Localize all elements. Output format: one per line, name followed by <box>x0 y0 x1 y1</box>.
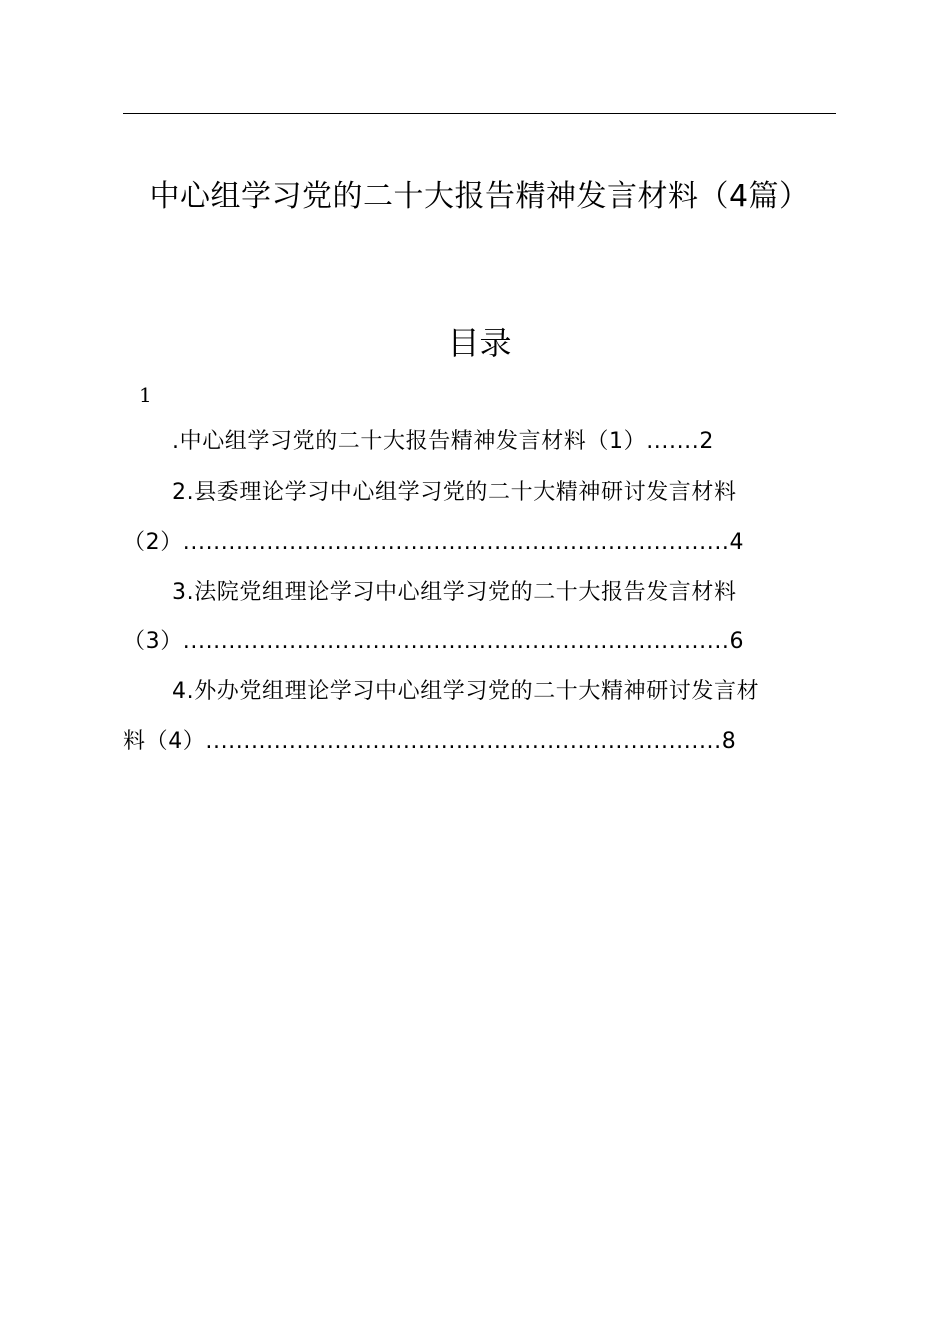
toc-entry-3-line-1[interactable]: 3.法院党组理论学习中心组学习党的二十大报告发言材料 <box>172 580 737 605</box>
document-title: 中心组学习党的二十大报告精神发言材料（4篇） <box>149 179 810 214</box>
toc-entry-1-line-1[interactable]: .中心组学习党的二十大报告精神发言材料（1）.......2 <box>172 429 714 454</box>
header-rule <box>123 113 836 114</box>
toc-entry-4-line-2[interactable]: 料（4）....................................................................8 <box>123 729 737 754</box>
toc-heading: 目录 <box>447 324 512 362</box>
toc-entry-3-line-2[interactable]: （3）........................................................................6 <box>123 629 745 654</box>
toc-entry-4-line-1[interactable]: 4.外办党组理论学习中心组学习党的二十大精神研讨发言材 <box>172 679 760 704</box>
toc-entry-2-line-2[interactable]: （2）........................................................................4 <box>123 530 745 555</box>
toc-entry-1-number: 1 <box>139 383 152 407</box>
toc-entry-2-line-1[interactable]: 2.县委理论学习中心组学习党的二十大精神研讨发言材料 <box>172 480 737 505</box>
